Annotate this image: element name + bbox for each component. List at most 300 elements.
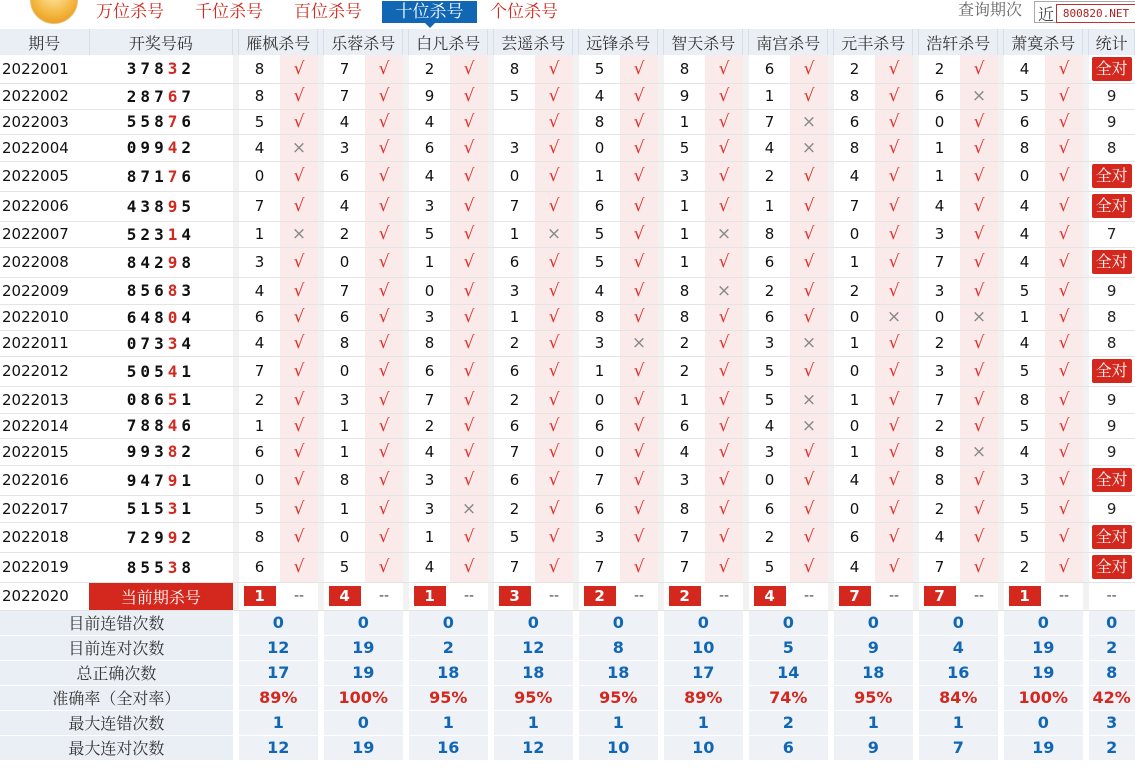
check-icon: √	[790, 221, 827, 247]
summary-value: 19	[1004, 735, 1083, 760]
summary-stat-value: 2	[1089, 735, 1135, 760]
stat-cell	[1089, 356, 1135, 386]
summary-value: 7	[919, 735, 998, 760]
summary-value: 0	[664, 610, 743, 635]
cross-icon: ×	[705, 221, 742, 247]
period-cell: 2022011	[0, 330, 89, 356]
kill-number-cell: 4	[834, 465, 875, 495]
kill-number-cell: 2	[494, 386, 535, 413]
kill-number-cell: 5	[749, 356, 790, 386]
summary-value: 10	[579, 735, 658, 760]
table-row	[0, 438, 1135, 465]
tab-shi[interactable]: 十位杀号	[382, 1, 477, 23]
draw-digit: 2	[181, 442, 195, 461]
stat-cell: 7	[1089, 221, 1135, 247]
stat-cell: 8	[1089, 330, 1135, 356]
check-icon: √	[280, 330, 317, 356]
draw-digit: 6	[154, 390, 168, 409]
check-icon: √	[790, 277, 827, 304]
kill-number-cell: 3	[579, 522, 620, 552]
check-icon: √	[280, 522, 317, 552]
kill-number-cell: 4	[579, 277, 620, 304]
all-correct-badge: 全对	[1092, 57, 1132, 81]
check-icon: √	[365, 552, 402, 582]
check-icon: √	[365, 438, 402, 465]
summary-value: 4	[919, 635, 998, 660]
draw-digit: 6	[181, 112, 195, 131]
draw-number-cell	[89, 552, 233, 582]
current-kill-number: 1	[1009, 586, 1041, 606]
draw-digit-highlight: 4	[167, 361, 182, 381]
cross-icon: ×	[790, 134, 827, 161]
kill-number-cell: 5	[579, 55, 620, 83]
check-icon: √	[1045, 134, 1082, 161]
summary-value: 95%	[579, 685, 658, 710]
pending-mark: --	[620, 582, 657, 610]
summary-row	[0, 710, 1135, 735]
draw-number-cell	[89, 330, 233, 356]
summary-value: 95%	[409, 685, 488, 710]
check-icon: √	[620, 386, 657, 413]
site-logo	[30, 0, 78, 24]
check-icon: √	[705, 465, 742, 495]
top-bar	[0, 0, 1135, 28]
check-icon: √	[280, 438, 317, 465]
draw-digit: 9	[154, 527, 168, 547]
kill-number-cell: 0	[834, 356, 875, 386]
check-icon: √	[280, 161, 317, 191]
check-icon: √	[620, 55, 657, 83]
kill-number-cell: 8	[834, 134, 875, 161]
check-icon: √	[1045, 465, 1082, 495]
summary-value: 19	[324, 735, 403, 760]
table-row	[0, 83, 1135, 109]
draw-digit-highlight: 9	[167, 527, 182, 547]
check-icon: √	[365, 465, 402, 495]
draw-digit: 9	[140, 442, 155, 461]
draw-digit: 6	[126, 307, 141, 327]
check-icon: √	[450, 191, 487, 221]
summary-value: 1	[664, 710, 743, 735]
kill-number-cell: 9	[664, 83, 705, 109]
draw-digit: 1	[154, 166, 168, 186]
summary-value: 74%	[749, 685, 828, 710]
kill-number-cell: 7	[494, 191, 535, 221]
summary-row	[0, 685, 1135, 710]
kill-number-cell: 7	[409, 386, 450, 413]
table-row	[0, 247, 1135, 277]
kill-number-cell: 3	[579, 330, 620, 356]
draw-digit: 8	[140, 86, 155, 106]
all-correct-badge: 全对	[1092, 555, 1132, 579]
draw-digit: 8	[126, 281, 141, 300]
kill-number-cell: 2	[834, 55, 875, 83]
summary-value: 0	[324, 710, 403, 735]
all-correct-badge: 全对	[1092, 194, 1132, 218]
draw-digit: 5	[126, 224, 141, 244]
check-icon: √	[790, 191, 827, 221]
kill-number-cell: 3	[494, 134, 535, 161]
kill-number-cell: 0	[324, 356, 365, 386]
table-row	[0, 277, 1135, 304]
draw-digit: 0	[140, 361, 155, 381]
table-row	[0, 386, 1135, 413]
kill-number-cell: 4	[1004, 221, 1045, 247]
draw-digit: 7	[140, 59, 155, 79]
summary-value: 17	[239, 660, 318, 685]
tab-bai[interactable]: 百位杀号	[294, 2, 362, 22]
summary-stat-value: 3	[1089, 710, 1135, 735]
kill-number-cell: 3	[324, 386, 365, 413]
check-icon: √	[705, 552, 742, 582]
header-stat: 统计	[1089, 29, 1135, 55]
query-period-select[interactable]: 近	[1034, 1, 1135, 23]
summary-value: 89%	[664, 685, 743, 710]
kill-number-cell: 4	[579, 83, 620, 109]
summary-value: 10	[664, 635, 743, 660]
summary-value: 0	[749, 610, 828, 635]
kill-number-cell: 6	[749, 495, 790, 522]
check-icon: √	[365, 161, 402, 191]
summary-row	[0, 610, 1135, 635]
period-cell: 2022010	[0, 304, 89, 330]
draw-digit: 8	[140, 416, 155, 435]
header-expert: 乐蓉杀号	[324, 29, 403, 55]
draw-digit: 9	[154, 138, 168, 157]
check-icon: √	[705, 386, 742, 413]
check-icon: √	[790, 495, 827, 522]
check-icon: √	[1045, 83, 1082, 109]
kill-number-cell: 4	[919, 191, 960, 221]
check-icon: √	[620, 221, 657, 247]
tab-qian[interactable]: 千位杀号	[195, 2, 263, 22]
kill-number-cell: 5	[749, 552, 790, 582]
summary-value: 95%	[494, 685, 573, 710]
table-row	[0, 134, 1135, 161]
draw-digit: 2	[181, 527, 195, 547]
kill-number-cell: 5	[494, 522, 535, 552]
stat-cell: 9	[1089, 438, 1135, 465]
summary-value: 0	[919, 610, 998, 635]
check-icon: √	[365, 109, 402, 134]
kill-number-cell: 0	[324, 522, 365, 552]
period-cell: 2022003	[0, 109, 89, 134]
draw-digit: 8	[154, 416, 168, 435]
check-icon: √	[365, 386, 402, 413]
header-expert: 雁枫杀号	[239, 29, 318, 55]
kill-number-cell: 4	[664, 438, 705, 465]
kill-number-cell: 6	[664, 413, 705, 438]
draw-digit: 5	[181, 196, 195, 216]
kill-number-cell: 5	[1004, 356, 1045, 386]
kill-number-cell: 1	[834, 386, 875, 413]
kill-number-cell: 1	[239, 221, 280, 247]
kill-number-cell: 1	[664, 221, 705, 247]
check-icon: √	[450, 465, 487, 495]
check-icon: √	[280, 277, 317, 304]
check-icon: √	[365, 356, 402, 386]
draw-digit: 5	[140, 557, 155, 577]
check-icon: √	[875, 356, 912, 386]
summary-value: 0	[579, 610, 658, 635]
draw-number-cell	[89, 161, 233, 191]
summary-value: 12	[494, 735, 573, 760]
check-icon: √	[960, 413, 997, 438]
kill-number-cell: 5	[1004, 495, 1045, 522]
draw-digit: 8	[181, 252, 195, 272]
summary-value: 0	[324, 610, 403, 635]
period-cell: 2022015	[0, 438, 89, 465]
kill-number-cell: 7	[664, 522, 705, 552]
period-cell: 2022007	[0, 221, 89, 247]
kill-number-cell: 8	[919, 438, 960, 465]
draw-number-cell	[89, 277, 233, 304]
kill-number-cell: 4	[1004, 247, 1045, 277]
check-icon: √	[1045, 221, 1082, 247]
table-row	[0, 495, 1135, 522]
check-icon: √	[620, 356, 657, 386]
draw-digit: 3	[154, 333, 168, 353]
kill-number-cell: 2	[664, 356, 705, 386]
check-icon: √	[790, 161, 827, 191]
kill-number-cell: 7	[494, 438, 535, 465]
summary-label: 最大连对次数	[0, 735, 233, 760]
kill-number-cell: 8	[409, 330, 450, 356]
kill-number-cell	[494, 109, 535, 134]
kill-number-cell: 7	[579, 552, 620, 582]
check-icon: √	[280, 386, 317, 413]
draw-digit: 2	[140, 527, 155, 547]
all-correct-badge: 全对	[1092, 525, 1132, 549]
check-icon: √	[790, 247, 827, 277]
check-icon: √	[960, 386, 997, 413]
kill-number-cell: 5	[1004, 277, 1045, 304]
period-cell: 2022013	[0, 386, 89, 413]
tab-ge[interactable]: 个位杀号	[490, 2, 558, 22]
kill-number-cell: 8	[664, 277, 705, 304]
kill-number-cell: 2	[834, 277, 875, 304]
check-icon: √	[790, 522, 827, 552]
check-icon: √	[620, 495, 657, 522]
draw-number-cell	[89, 109, 233, 134]
draw-number-cell	[89, 247, 233, 277]
check-icon: √	[1045, 304, 1082, 330]
draw-digit: 4	[181, 307, 195, 327]
draw-digit: 4	[181, 224, 195, 244]
kill-number-cell: 0	[834, 495, 875, 522]
kill-number-cell: 1	[834, 330, 875, 356]
check-icon: √	[365, 522, 402, 552]
table-row	[0, 522, 1135, 552]
kill-number-cell: 6	[494, 356, 535, 386]
kill-number-cell: 7	[494, 552, 535, 582]
summary-value: 0	[239, 610, 318, 635]
draw-digit: 7	[154, 470, 168, 490]
current-period-row	[0, 582, 1135, 610]
table-row	[0, 161, 1135, 191]
draw-digit: 3	[154, 224, 168, 244]
kill-number-cell: 5	[1004, 83, 1045, 109]
draw-digit: 5	[140, 112, 155, 131]
check-icon: √	[960, 55, 997, 83]
check-icon: √	[705, 161, 742, 191]
kill-number-cell: 4	[1004, 55, 1045, 83]
kill-number-cell: 8	[494, 55, 535, 83]
summary-label: 最大连错次数	[0, 710, 233, 735]
check-icon: √	[280, 83, 317, 109]
check-icon: √	[1045, 386, 1082, 413]
check-icon: √	[960, 330, 997, 356]
check-icon: √	[705, 134, 742, 161]
stat-cell: 9	[1089, 413, 1135, 438]
check-icon: √	[535, 134, 572, 161]
check-icon: √	[620, 304, 657, 330]
draw-digit: 7	[154, 86, 168, 106]
kill-number-cell: 5	[239, 109, 280, 134]
period-cell: 2022019	[0, 552, 89, 582]
check-icon: √	[705, 247, 742, 277]
kill-number-cell: 3	[494, 277, 535, 304]
draw-digit: 4	[181, 333, 195, 353]
check-icon: √	[280, 55, 317, 83]
kill-number-cell: 1	[324, 495, 365, 522]
period-cell: 2022014	[0, 413, 89, 438]
check-icon: √	[705, 109, 742, 134]
table-row	[0, 304, 1135, 330]
kill-number-cell: 5	[664, 134, 705, 161]
check-icon: √	[620, 438, 657, 465]
summary-value: 0	[494, 610, 573, 635]
period-cell: 2022005	[0, 161, 89, 191]
draw-digit: 2	[181, 138, 195, 157]
stat-cell: 9	[1089, 386, 1135, 413]
summary-value: 19	[324, 635, 403, 660]
check-icon: √	[1045, 161, 1082, 191]
kill-number-cell: 0	[579, 438, 620, 465]
stat-cell	[1089, 191, 1135, 221]
kill-number-cell: 8	[324, 465, 365, 495]
kill-number-cell: 4	[409, 109, 450, 134]
kill-number-cell: 0	[834, 221, 875, 247]
kill-number-cell: 5	[1004, 522, 1045, 552]
cross-icon: ×	[960, 83, 997, 109]
kill-number-cell: 0	[494, 161, 535, 191]
kill-number-cell: 7	[919, 386, 960, 413]
summary-value: 8	[579, 635, 658, 660]
kill-number-cell: 6	[749, 247, 790, 277]
check-icon: √	[280, 356, 317, 386]
check-icon: √	[790, 356, 827, 386]
draw-digit: 7	[126, 527, 141, 547]
kill-number-cell: 1	[749, 191, 790, 221]
kill-number-cell: 8	[919, 465, 960, 495]
draw-digit-highlight: 3	[167, 499, 182, 518]
summary-value: 17	[664, 660, 743, 685]
cross-icon: ×	[790, 386, 827, 413]
check-icon: √	[535, 495, 572, 522]
kill-number-cell: 7	[239, 191, 280, 221]
check-icon: √	[365, 221, 402, 247]
table-row	[0, 356, 1135, 386]
stat-cell: 8	[1089, 134, 1135, 161]
stat-cell: 9	[1089, 277, 1135, 304]
check-icon: √	[620, 161, 657, 191]
current-kill-cell	[1004, 582, 1045, 610]
kill-number-cell: 7	[324, 83, 365, 109]
period-cell: 2022009	[0, 277, 89, 304]
stat-cell: --	[1089, 582, 1135, 610]
kill-number-cell: 5	[579, 247, 620, 277]
check-icon: √	[875, 221, 912, 247]
summary-value: 0	[1004, 610, 1083, 635]
summary-value: 1	[494, 710, 573, 735]
draw-digit: 9	[140, 138, 155, 157]
kill-number-cell: 0	[579, 134, 620, 161]
check-icon: √	[280, 247, 317, 277]
header-expert: 浩轩杀号	[919, 29, 998, 55]
kill-number-cell: 3	[239, 247, 280, 277]
current-kill-label: 当前期杀号	[89, 582, 233, 610]
draw-digit: 9	[126, 470, 141, 490]
table-row	[0, 109, 1135, 134]
kill-number-cell: 7	[664, 552, 705, 582]
summary-value: 6	[749, 735, 828, 760]
draw-digit: 7	[140, 166, 155, 186]
summary-value: 1	[919, 710, 998, 735]
draw-digit: 1	[181, 390, 195, 409]
check-icon: √	[960, 356, 997, 386]
stat-cell	[1089, 552, 1135, 582]
check-icon: √	[1045, 247, 1082, 277]
check-icon: √	[620, 413, 657, 438]
summary-label: 准确率（全对率）	[0, 685, 233, 710]
summary-stat-value: 0	[1089, 610, 1135, 635]
kill-number-cell: 2	[324, 221, 365, 247]
kill-number-cell: 3	[324, 134, 365, 161]
check-icon: √	[1045, 438, 1082, 465]
check-icon: √	[450, 161, 487, 191]
check-icon: √	[875, 552, 912, 582]
kill-number-cell: 4	[834, 161, 875, 191]
all-correct-badge: 全对	[1092, 468, 1132, 492]
pending-mark: --	[1045, 582, 1082, 610]
kill-number-cell: 2	[749, 161, 790, 191]
kill-number-cell: 0	[239, 161, 280, 191]
check-icon: √	[875, 330, 912, 356]
check-icon: √	[960, 109, 997, 134]
current-kill-number: 4	[329, 586, 361, 606]
draw-digit: 1	[181, 361, 195, 381]
kill-number-cell: 1	[324, 438, 365, 465]
check-icon: √	[960, 277, 997, 304]
kill-number-cell: 1	[579, 356, 620, 386]
tab-wan[interactable]: 万位杀号	[96, 2, 164, 22]
kill-number-cell: 0	[919, 109, 960, 134]
summary-value: 16	[409, 735, 488, 760]
draw-digit: 8	[181, 557, 195, 577]
summary-value: 2	[749, 710, 828, 735]
check-icon: √	[875, 413, 912, 438]
draw-digit: 5	[126, 112, 141, 131]
check-icon: √	[280, 465, 317, 495]
check-icon: √	[535, 552, 572, 582]
draw-digit: 5	[140, 281, 155, 300]
draw-digit: 1	[140, 499, 155, 518]
kill-number-cell: 8	[239, 83, 280, 109]
kill-number-cell: 1	[1004, 304, 1045, 330]
kill-number-cell: 6	[834, 109, 875, 134]
current-kill-number: 3	[499, 586, 531, 606]
